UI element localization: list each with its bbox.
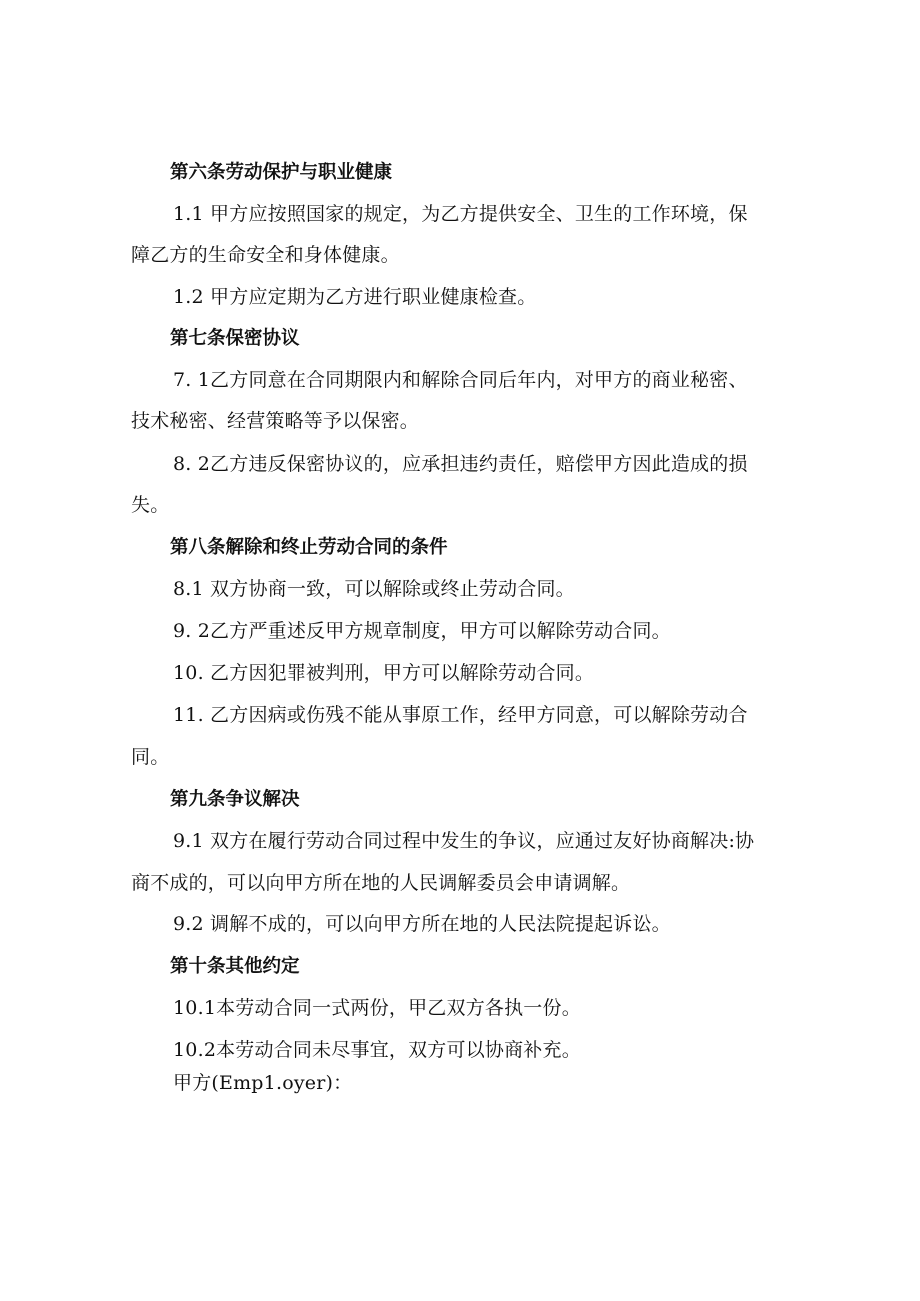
clause-10-1-line-1: 10.1本劳动合同一式两份，甲乙双方各执一份。 (173, 997, 581, 1019)
clause-10-2-line-1: 10.2本劳动合同未尽事宜，双方可以协商补充。 (173, 1039, 581, 1061)
clause-9-1-line-1: 9.1 双方在履行劳动合同过程中发生的争议，应通过友好协商解决:协 (173, 830, 755, 852)
section-heading-8: 第八条解除和终止劳动合同的条件 (170, 537, 448, 558)
employer-signature-label: 甲方(Emp1.oyer)： (173, 1072, 353, 1094)
clause-7-2-line-1: 8. 2乙方违反保密协议的，应承担违约责任，赔偿甲方因此造成的损 (173, 453, 748, 475)
clause-6-1-line-2: 障乙方的生命安全和身体健康。 (131, 244, 400, 266)
section-heading-7: 第七条保密协议 (170, 328, 300, 349)
clause-7-1-line-1: 7. 1乙方同意在合同期限内和解除合同后年内，对甲方的商业秘密、 (173, 369, 748, 391)
section-heading-9: 第九条争议解决 (170, 789, 300, 810)
clause-8-4-line-2: 同。 (131, 746, 170, 768)
clause-8-2-line-1: 9. 2乙方严重述反甲方规章制度，甲方可以解除劳动合同。 (173, 620, 671, 642)
section-heading-10: 第十条其他约定 (170, 956, 300, 977)
clause-8-3-line-1: 10. 乙方因犯罪被判刑，甲方可以解除劳动合同。 (173, 662, 595, 684)
clause-7-2-line-2: 失。 (131, 494, 170, 516)
clause-8-4-line-1: 11. 乙方因病或伤残不能从事原工作，经甲方同意，可以解除劳动合 (173, 704, 748, 726)
clause-8-1-line-1: 8.1 双方协商一致，可以解除或终止劳动合同。 (173, 578, 575, 600)
clause-6-1-line-1: 1.1 甲方应按照国家的规定，为乙方提供安全、卫生的工作环境，保 (173, 203, 748, 225)
clause-6-2-line-1: 1.2 甲方应定期为乙方进行职业健康检查。 (173, 286, 537, 308)
section-heading-6: 第六条劳动保护与职业健康 (170, 162, 393, 183)
clause-9-1-line-2: 商不成的，可以向甲方所在地的人民调解委员会申请调解。 (131, 872, 631, 894)
clause-9-2-line-1: 9.2 调解不成的，可以向甲方所在地的人民法院提起诉讼。 (173, 913, 671, 935)
clause-7-1-line-2: 技术秘密、经营策略等予以保密。 (131, 410, 420, 432)
